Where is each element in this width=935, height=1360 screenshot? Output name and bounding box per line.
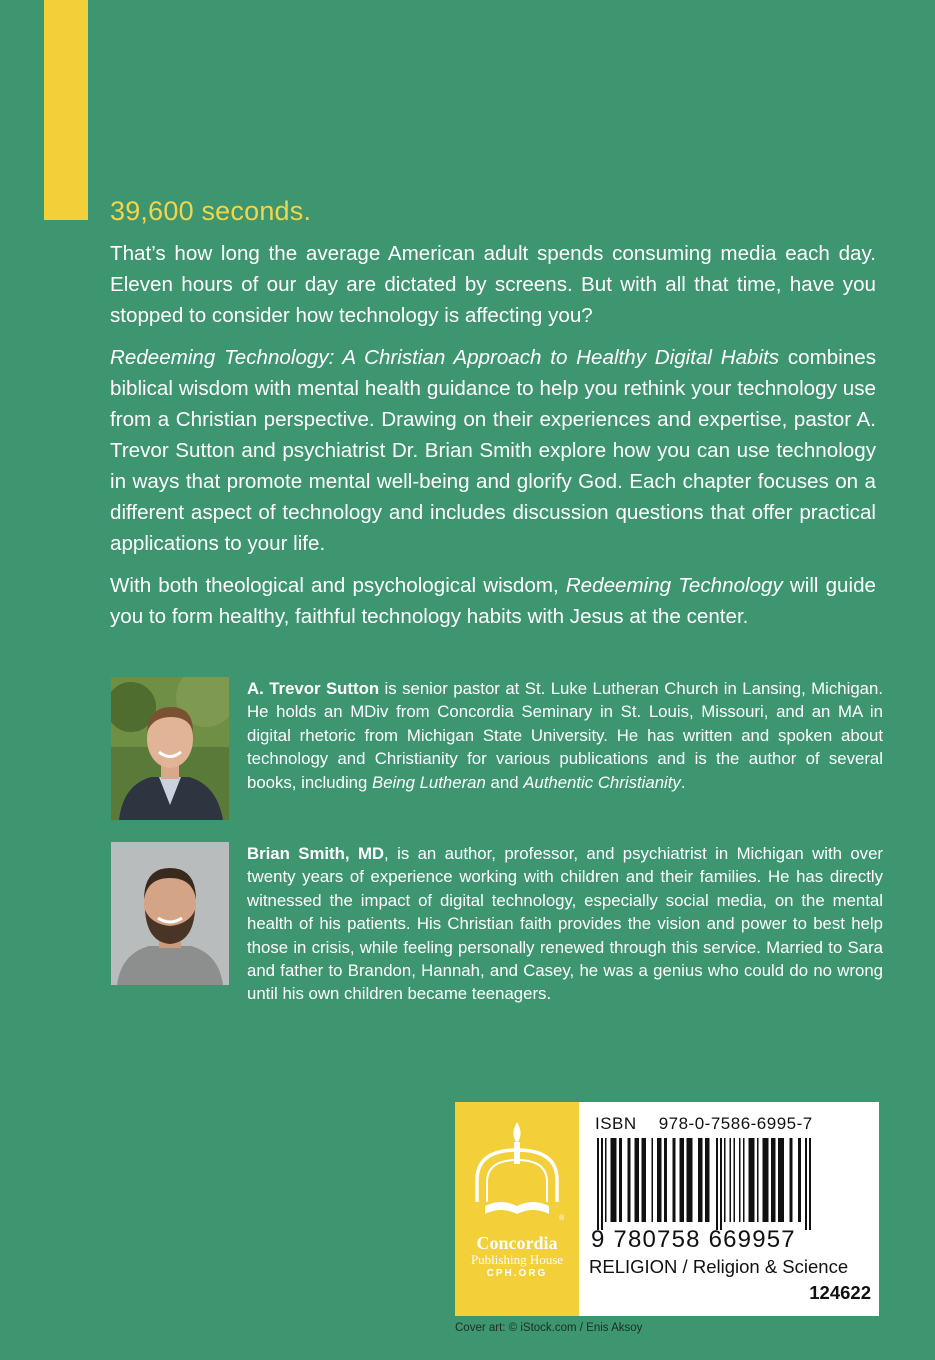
author-name-sutton: A. Trevor Sutton [247, 679, 380, 698]
publisher-subname: Publishing House [470, 1252, 564, 1267]
barcode-bar [809, 1138, 811, 1230]
book-title: Redeeming Technology: A Christian Approach to Healthy Digital Habits [110, 346, 780, 369]
closing-paragraph: With both theological and psychological wisdom, Redeeming Technology will guide you to form healthy, faithful technology habits with Jesus at the center. [110, 574, 876, 628]
publisher-emblem-icon [455, 1102, 579, 1232]
barcode-bar [716, 1138, 718, 1230]
barcode-bar [778, 1138, 784, 1222]
book-title-short: Redeeming Technology [565, 574, 783, 597]
barcode-bar [763, 1138, 769, 1222]
bisac-category: RELIGION / Religion & Science [589, 1256, 849, 1277]
barcode-bar [749, 1138, 755, 1222]
barcode [595, 1138, 867, 1230]
publisher-url: CPH.ORG [486, 1268, 548, 1279]
barcode-bar [664, 1138, 667, 1222]
barcode-bar [611, 1138, 617, 1222]
svg-text:®: ® [559, 1215, 565, 1222]
author-photo-sutton [111, 677, 229, 820]
barcode-bar [805, 1138, 807, 1230]
barcode-bar [657, 1138, 662, 1222]
barcode-bar [619, 1138, 622, 1222]
barcode-bar [790, 1138, 793, 1222]
barcode-bar [743, 1138, 745, 1222]
intro-paragraph: That’s how long the average American adult spends consuming media each day. Eleven hours of our day are dictated by screens. But with all that time, have you stopped to consider how technology is affecting you? [110, 242, 876, 327]
barcode-bar [698, 1138, 703, 1222]
author-photo-smith [111, 842, 229, 985]
barcode-bar [734, 1138, 736, 1222]
barcode-bar [601, 1138, 603, 1230]
barcode-bar [705, 1138, 710, 1222]
publisher-logo [455, 1102, 579, 1316]
barcode-bar [652, 1138, 654, 1222]
barcode-bar [739, 1138, 741, 1222]
barcode-bar [720, 1138, 722, 1230]
headline: 39,600 seconds. [110, 196, 312, 226]
barcode-bar [771, 1138, 776, 1222]
barcode-bar [757, 1138, 759, 1222]
barcode-bar [687, 1138, 693, 1222]
barcode-bar [730, 1138, 732, 1222]
accent-bar [44, 0, 88, 220]
isbn-number: 978-0-7586-6995-7 [658, 1114, 813, 1133]
author-bio-sutton: A. Trevor Sutton is senior pastor at St. Luke Lutheran Church in Lansing, Michigan. He holds an MDiv from Concordia Seminary in St. Louis, Missouri, and an MA in digital rhetoric from Michigan State University. He has written and spoken about technology and Christianity for various publications and is the author of several books, including Being Lutheran and Authentic Christianity. [247, 679, 883, 792]
barcode-bar [597, 1138, 599, 1230]
barcode-bar [605, 1138, 607, 1222]
barcode-bar [635, 1138, 640, 1222]
product-code: 124622 [809, 1282, 871, 1303]
author-bio-smith: Brian Smith, MD, is an author, professor, and psychiatrist in Michigan with over twenty years of experience working with children and their families. He has directly witnessed the impact of digital technology, especially social media, on the mental health of his patients. His Christian faith provides the vision and power to best help those in crisis, while feeling personally renewed through this service. Married to Sara and father to Brandon, Hannah, and Casey, he was a genius who could do no wrong until his own children became teenagers. [247, 844, 883, 1004]
barcode-bar [798, 1138, 801, 1222]
barcode-bar [724, 1138, 726, 1222]
isbn-label: ISBN 978-0-7586-6995-7 [595, 1114, 813, 1133]
barcode-bar [680, 1138, 685, 1222]
barcode-bar [628, 1138, 631, 1222]
barcode-panel [455, 1102, 879, 1316]
publisher-name: Concordia [476, 1233, 558, 1253]
description-paragraph: Redeeming Technology: A Christian Approach to Healthy Digital Habits combines biblical wisdom with mental health guidance to help you rethink your technology use from a Christian perspective. Drawing on their experiences and expertise, pastor A. Trevor Sutton and psychiatrist Dr. Brian Smith explore how you can use technology in ways that promote mental well-being and glorify God. Each chapter focuses on a different aspect of technology and includes discussion questions that offer practical applications to your life. [110, 346, 876, 555]
barcode-digits: 9 780758 669957 [591, 1226, 796, 1253]
author-name-smith: Brian Smith, MD [247, 844, 385, 863]
barcode-bar [673, 1138, 676, 1222]
cover-art-credit: Cover art: © iStock.com / Enis Aksoy [455, 1322, 643, 1334]
barcode-bar [642, 1138, 647, 1222]
